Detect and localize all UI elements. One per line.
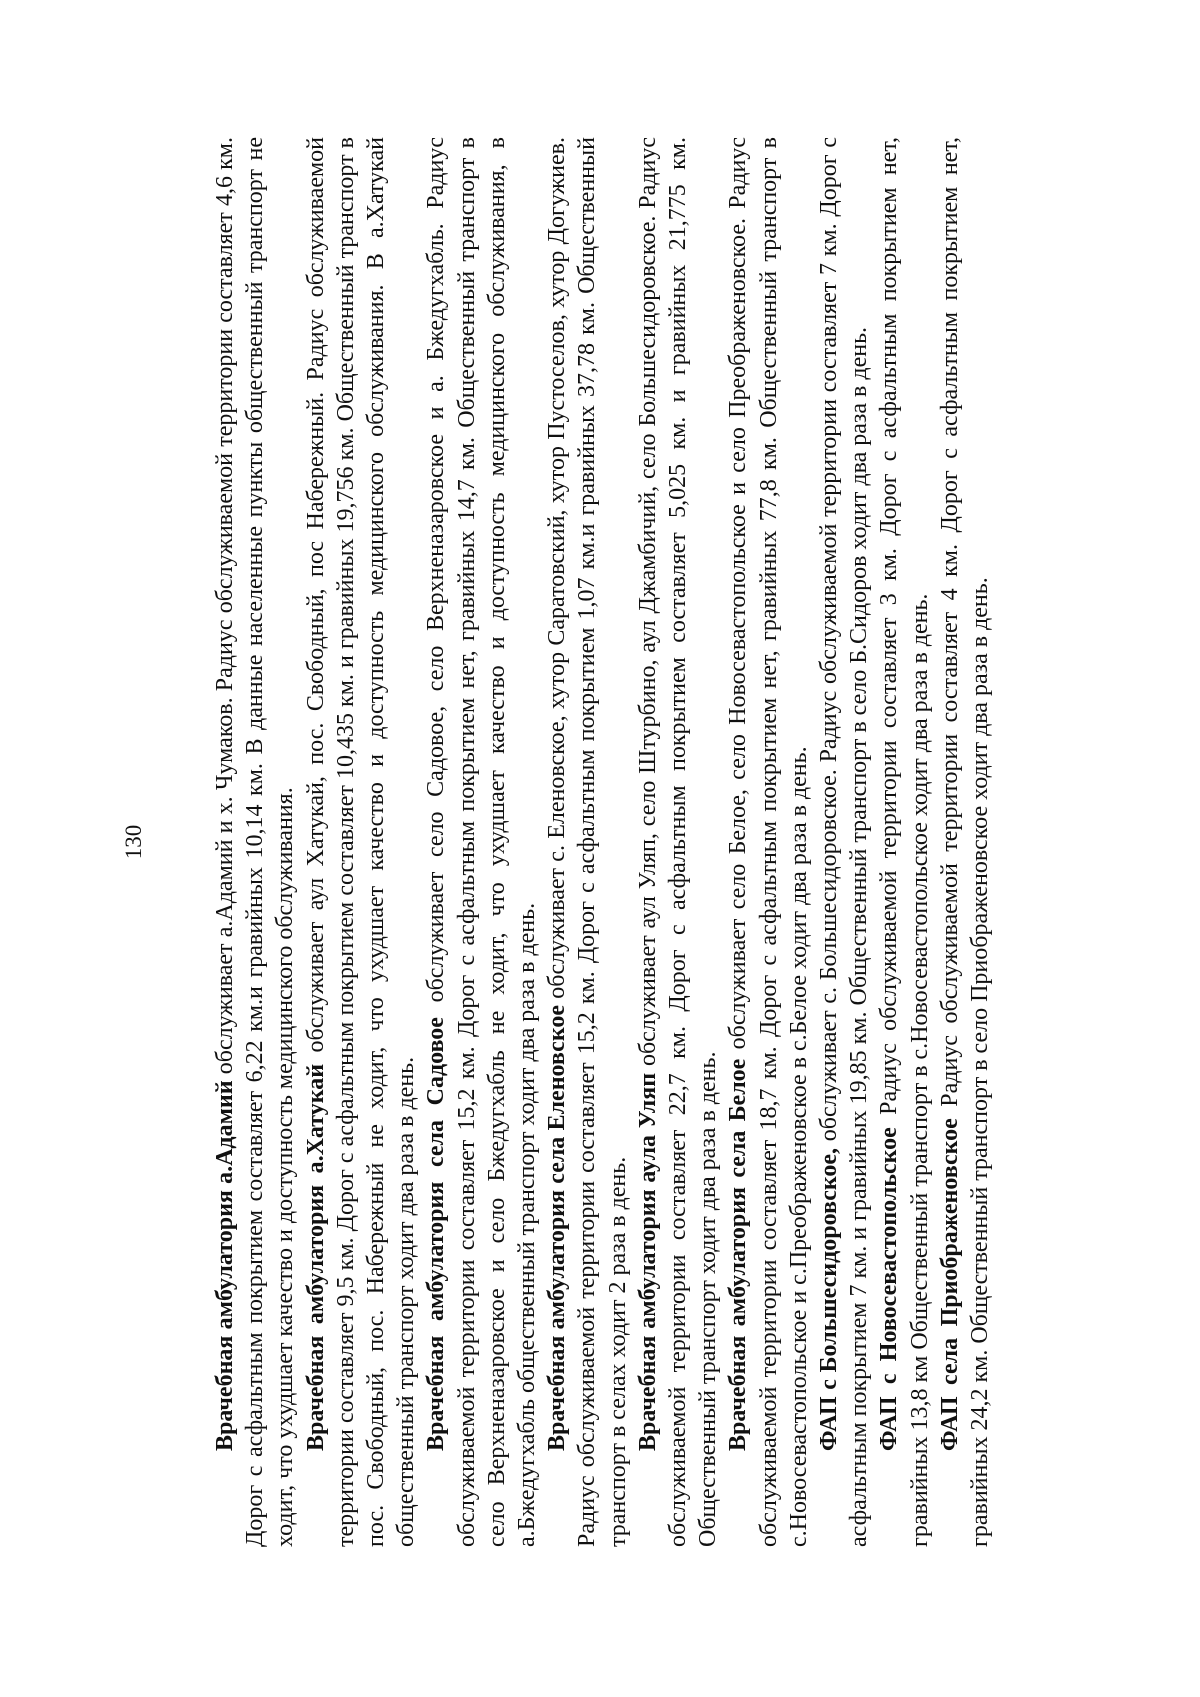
paragraph-heading: Врачебная амбулатория а.Адамий [212,1080,238,1451]
paragraph-adamiy [210,137,301,1547]
paragraph-body: обслуживает аул Хатукай, пос. Свободный, пос Набережный. Радиус обслуживаемой территории составляет 9,5 км. Дорог с асфальтным покрытием составляет 10,435 км. и гравийных 19,756 км. Общественный транспорт в пос. Свободный, пос. Набережный не ходит, что ухудшает качество и доступность медицинского обслуживания. В а.Хатукай общественный транспорт ходит два раза в день. [302,136,420,1547]
paragraph-heading: Врачебная амбулатория села Еленовское [544,1005,571,1451]
paragraph-body: Радиус обслуживаемой территории составляет 4 км. Дорог с асфальтным покрытием нет, гравийных 24,2 км. Общественный транспорт в село Приображеновское ходит два раза в день. [936,136,994,1547]
paragraph-body: обслуживает село Белое, село Новосевастопольское и село Преображеновское. Радиус обслуживаемой территории составляет 18,7 км. Дорог с асфальтным покрытием нет, гравийных 77,8 км. Общественный транспорт в с.Новосевастопольское и с.Преображеновское в с.Белое ходит два раза в день. [725,137,812,1547]
paragraph-body: обслуживает аул Уляп, село Штурбино, аул Джамбичий, село Большесидоровское. Радиус обслуживаемой территории составляет 22,7 км. Дорог с асфальтным покрытием составляет 5,025 км. и гравийных 21,775 км. Общественный транспорт ходит два раза в день. [634,137,722,1547]
paragraph-sadovoe [421,137,542,1547]
paragraph-heading: Врачебная амбулатория села Белое [725,1058,752,1451]
paragraph-heading: Врачебная амбулатория а.Хатукай [302,1063,329,1451]
rotated-content [114,117,1084,1567]
paragraph-body: Радиус обслуживаемой территории составляет 3 км. Дорог с асфальтным покрытием нет, гравийных 13,8 км Общественный транспорт в с.Новосевастопольское ходит два раза в день. [876,137,933,1547]
paragraph-ulyap [633,137,724,1547]
paragraph-heading: ФАП села Приображеновское [936,1118,963,1451]
paragraph-heading: ФАП с Большесидоровское, [816,1147,843,1451]
paragraph-heading: Врачебная амбулатория аула Уляп [634,1072,661,1451]
paragraph-fap-bolshesidorovskoe [814,137,874,1547]
paragraph-khatukay [301,137,422,1547]
paragraph-beloe [723,137,814,1547]
page-number: 130 [121,824,146,860]
paragraph-elenovskoe [542,137,633,1547]
paragraph-fap-priobrazhenovskoe [935,137,995,1547]
paragraph-body: обслуживает а.Адамий и х. Чумаков. Радиус обслуживаемой территории составляет 4,6 км. Дорог с асфальтным покрытием составляет 6,22 км.и гравийных 10,14 км. В данные населенные пункты общественный транспорт не ходит, что ухудшает качество и доступность медицинского обслуживания. [212,137,299,1547]
paragraph-body: обслуживает с. Еленовское, хутор Саратовский, хутор Пустоселов, хутор Догужиев. Радиус обслуживаемой территории составляет 15,2 км. Дорог с асфальтным покрытием 1,07 км.и гравийных 37,78 км. Общественный транспорт в селах ходит 2 раза в день. [544,137,631,1547]
paragraph-body: обслуживает с. Большесидоровское. Радиус обслуживаемой территории составляет 7 км. Дорог с асфальтным покрытием 7 км. и гравийных 19,85 км. Общественный транспорт в село Б.Сидоров ходит два раза в день. [816,137,873,1547]
paragraph-fap-novosevastopolskoe [874,137,934,1547]
body-text [210,137,995,1547]
paragraph-heading: ФАП с Новосевастопольское [876,1127,903,1451]
paragraph-heading: Врачебная амбулатория села Садовое [423,1017,450,1451]
paragraph-body: обслуживает село Садовое, село Верхненазаровское и а. Бжедугхабль. Радиус обслуживаемой территории составляет 15,2 км. Дорог с асфальтным покрытием нет, гравийных 14,7 км. Общественный транспорт в село Верхненазаровское и село Бжедугхабль не ходит, что ухудшает качество и доступность медицинского обслуживания, в а.Бжедугхабль общественный транспорт ходит два раза в день. [423,137,541,1547]
